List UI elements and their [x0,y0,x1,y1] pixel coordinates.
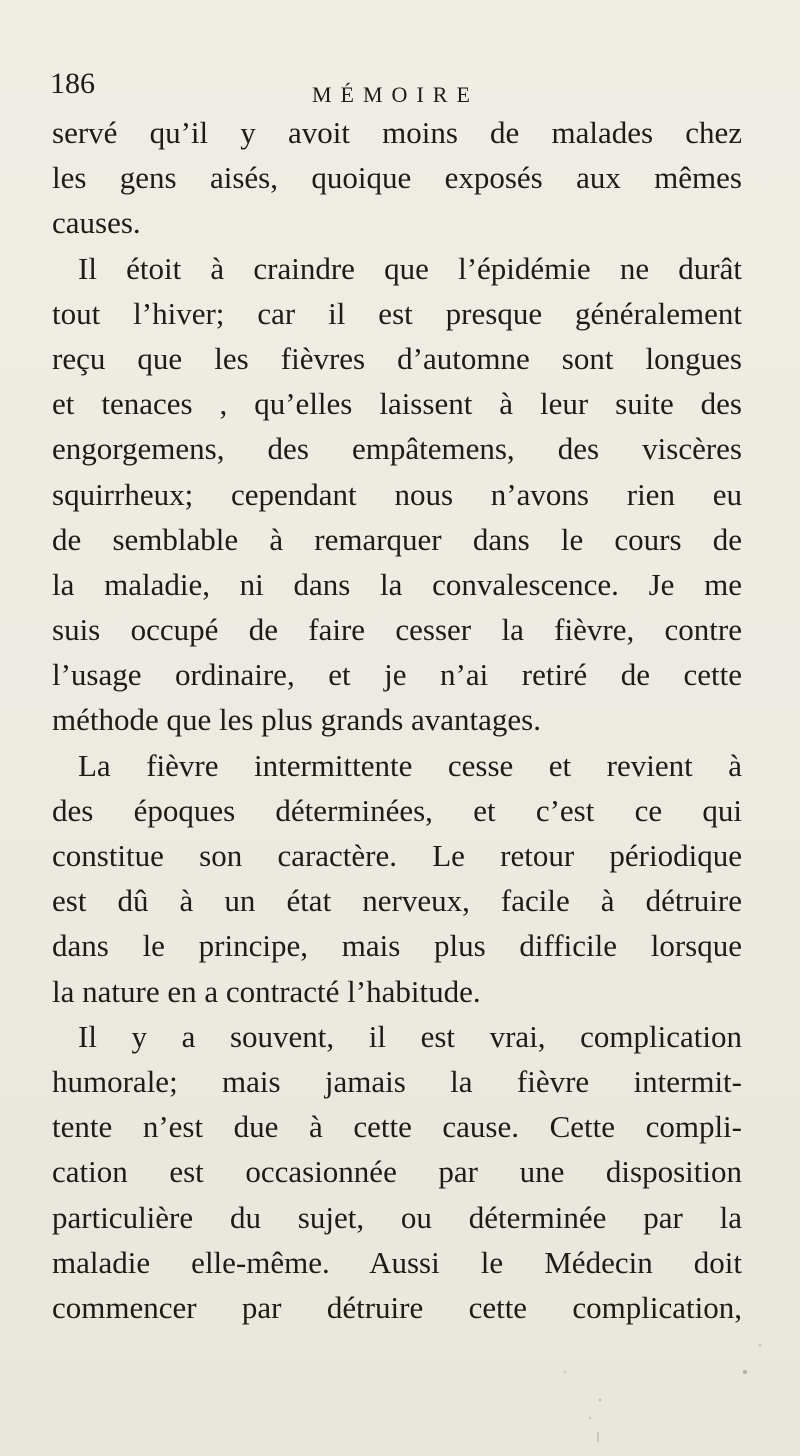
running-title: MÉMOIRE [312,82,479,107]
text-line: causes. [52,205,141,241]
text-line: dans le principe, mais plus difficile lorsque [52,928,742,964]
text-line: la nature en a contracté l’habitude. [52,973,481,1009]
text-line: servé qu’il y avoit moins de malades chez [52,115,742,150]
body-text [52,110,742,1330]
text-line: et tenaces , qu’elles laissent à leur suite des [52,386,742,422]
text-line: Il y a souvent, il est vrai, complication [78,1018,742,1054]
text-line: commencer par détruire cette complication, [52,1289,742,1325]
text-line: cation est occasionnée par une disposition [52,1154,742,1190]
text-line: tente n’est due à cette cause. Cette compli- [52,1109,742,1145]
text-line: Il étoit à craindre que l’épidémie ne durât [78,250,742,286]
text-line: particulière du sujet, ou déterminée par la [52,1199,742,1235]
text-line: méthode que les plus grands avantages. [52,702,541,738]
text-line: maladie elle-même. Aussi le Médecin doit [52,1244,742,1280]
text-line: de semblable à remarquer dans le cours de [52,521,742,557]
text-line: La fièvre intermittente cesse et revient à [78,747,742,783]
text-line: est dû à un état nerveux, facile à détruire [52,883,742,919]
text-line: l’usage ordinaire, et je n’ai retiré de cette [52,657,742,693]
page-header [50,66,770,106]
text-line: les gens aisés, quoique exposés aux mêmes [52,160,742,196]
text-line: la maladie, ni dans la convalescence. Je me [52,566,742,602]
page-number: 186 [50,67,95,100]
text-line: engorgemens, des empâtemens, des viscères [52,431,742,467]
text-line: des époques déterminées, et c’est ce qui [52,792,742,828]
text-line: squirrheux; cependant nous n’avons rien eu [52,476,742,512]
text-line: constitue son caractère. Le retour périodique [52,838,742,873]
text-line: humorale; mais jamais la fièvre intermit- [52,1063,742,1099]
text-line: suis occupé de faire cesser la fièvre, contre [52,612,742,648]
text-line: tout l’hiver; car il est presque généralement [52,295,742,331]
text-line: reçu que les fièvres d’automne sont longues [52,340,742,376]
